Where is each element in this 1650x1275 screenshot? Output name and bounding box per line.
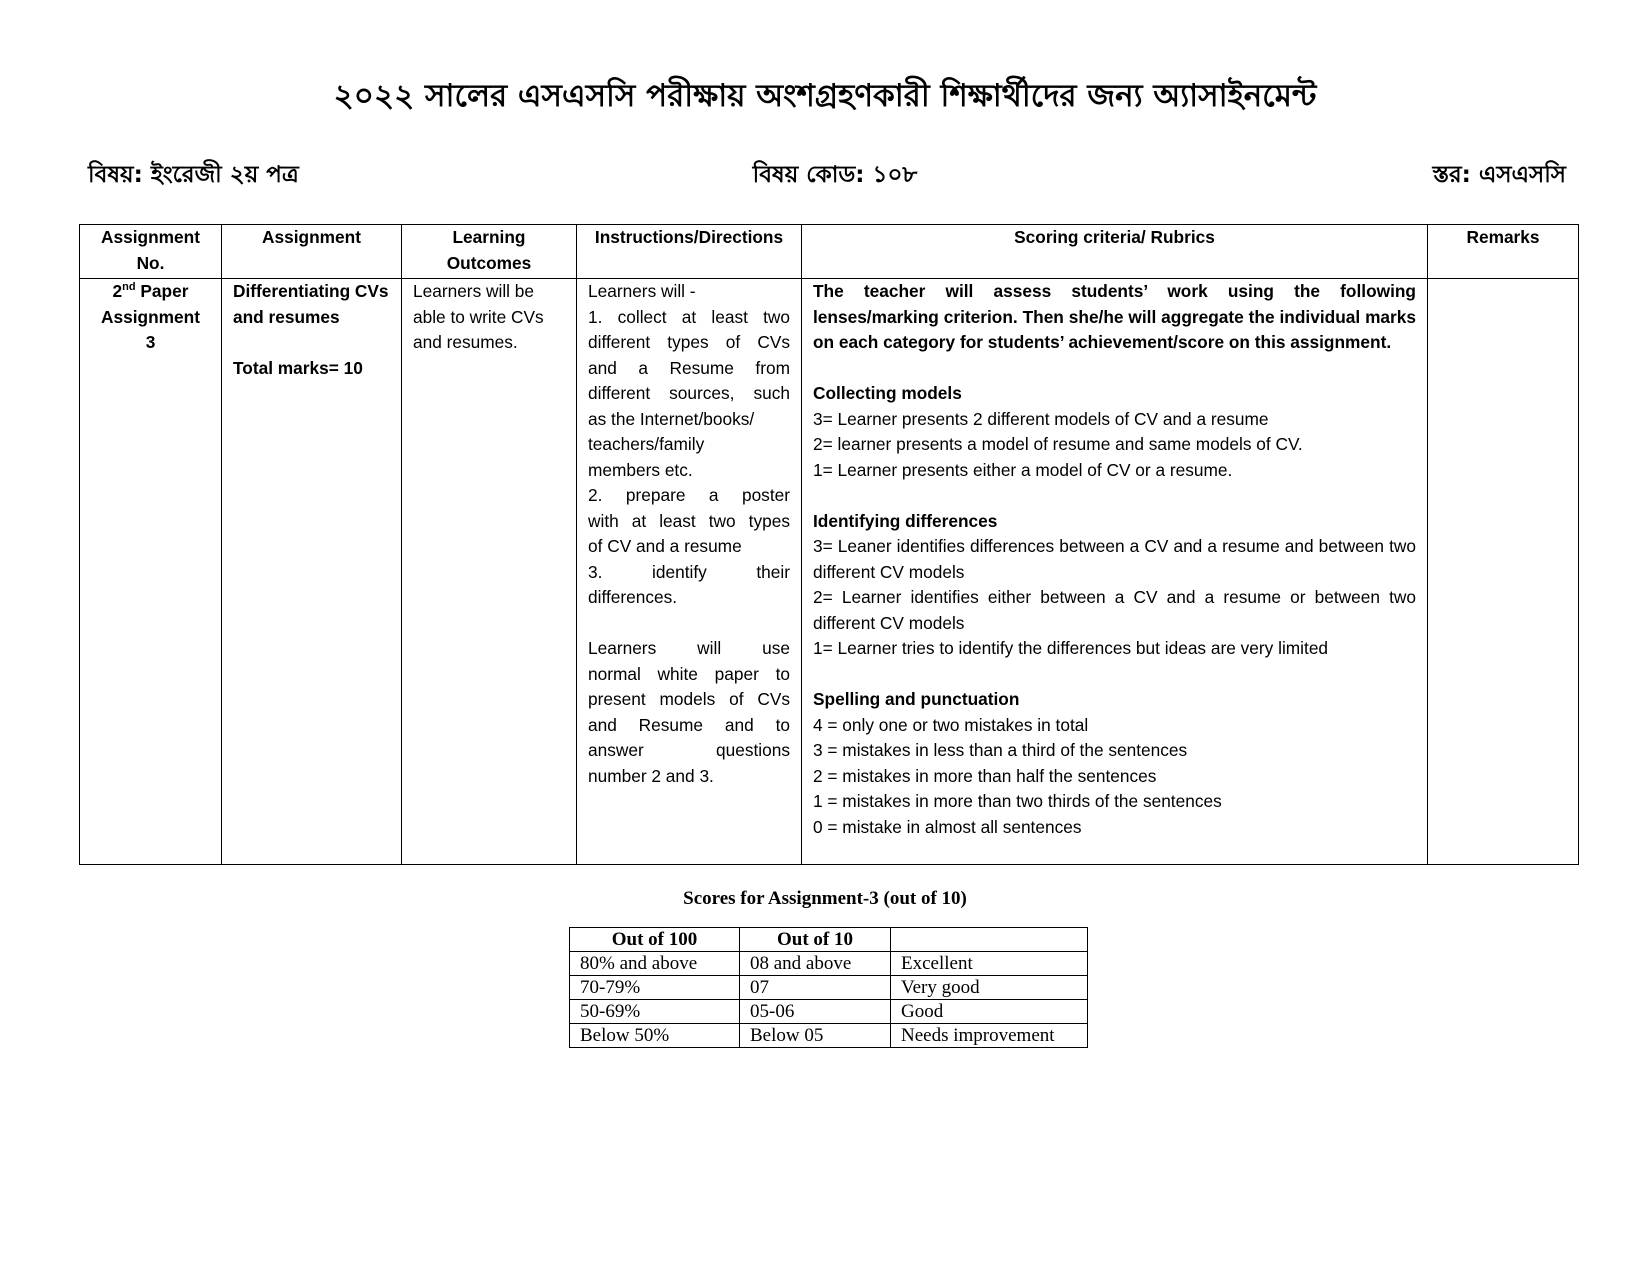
instruction-line: with at least two types bbox=[588, 510, 790, 531]
instruction-line: as the Internet/books/ bbox=[588, 408, 755, 429]
assignment-no-paper: Paper bbox=[135, 281, 189, 301]
rubric-item: 1= Learner tries to identify the differences but ideas are very limited bbox=[813, 638, 1329, 658]
instruction-line bbox=[588, 611, 790, 637]
table-row bbox=[570, 1000, 1088, 1024]
subject-code-label: বিষয় কোড: ১০৮ bbox=[752, 162, 918, 188]
rubric-section-title: Identifying differences bbox=[813, 510, 998, 531]
assignment-no-line2: Assignment bbox=[101, 306, 200, 327]
header-instructions: Instructions/Directions bbox=[577, 225, 802, 279]
rubric-item: 2= learner presents a model of resume and same models of CV. bbox=[813, 434, 1303, 454]
table-row bbox=[570, 1024, 1088, 1048]
rubric-item: 2= Learner identifies either between a CV and a resume or between two different CV models bbox=[813, 587, 1416, 633]
rubric-item: 1 = mistakes in more than two thirds of the sentences bbox=[813, 791, 1222, 811]
header-rubrics: Scoring criteria/ Rubrics bbox=[802, 225, 1428, 279]
instruction-line: differences. bbox=[588, 587, 678, 607]
instruction-line: and Resume and to bbox=[588, 714, 790, 735]
header-learning-outcomes: Learning Outcomes bbox=[402, 225, 577, 279]
score-grade: Good bbox=[891, 1000, 1088, 1024]
assignment-no-ordinal: nd bbox=[122, 281, 136, 294]
score-marks: 07 bbox=[740, 976, 891, 1000]
score-percent: 50-69% bbox=[570, 1000, 740, 1024]
instruction-line: 2. prepare a poster bbox=[588, 485, 790, 505]
page-title: ২০২২ সালের এসএসসি পরীক্ষায় অংশগ্রহণকারী শিক্ষার্থীদের জন্য অ্যাসাইনমেন্ট bbox=[333, 78, 1317, 114]
table-row bbox=[80, 279, 1579, 865]
instruction-line: Learners will - bbox=[588, 281, 696, 301]
header-remarks: Remarks bbox=[1428, 225, 1579, 279]
score-marks: Below 05 bbox=[740, 1024, 891, 1048]
score-percent: 80% and above bbox=[570, 952, 740, 976]
instruction-line: 1. collect at least two bbox=[588, 306, 790, 327]
learning-outcomes-text: Learners will be able to write CVs and resumes. bbox=[413, 281, 544, 352]
assignment-table bbox=[79, 224, 1579, 865]
rubric-section-title: Spelling and punctuation bbox=[813, 689, 1020, 709]
assignment-name: Differentiating CVs and resumes bbox=[233, 281, 389, 327]
score-percent: Below 50% bbox=[570, 1024, 740, 1048]
instruction-line: normal white paper to bbox=[588, 663, 790, 684]
score-marks: 05-06 bbox=[740, 1000, 891, 1024]
rubric-item: 2 = mistakes in more than half the sentences bbox=[813, 765, 1157, 786]
table-row bbox=[570, 976, 1088, 1000]
rubrics-cell bbox=[802, 279, 1428, 865]
score-grade: Excellent bbox=[891, 952, 1088, 976]
scores-header-row bbox=[570, 928, 1088, 952]
rubric-item: 1= Learner presents either a model of CV or a resume. bbox=[813, 459, 1233, 480]
rubric-item: 0 = mistake in almost all sentences bbox=[813, 816, 1082, 837]
scores-header-out-of-100: Out of 100 bbox=[570, 928, 740, 952]
learning-outcomes-cell bbox=[402, 279, 577, 865]
scores-title: Scores for Assignment-3 (out of 10) bbox=[683, 888, 967, 909]
assignment-no-number: 2 bbox=[112, 281, 123, 301]
instruction-line: of CV and a resume bbox=[588, 536, 742, 556]
subject-label: বিষয়: ইংরেজী ২য় পত্র bbox=[88, 162, 299, 188]
total-marks: Total marks= 10 bbox=[233, 357, 363, 378]
rubrics-intro: The teacher will assess students’ work using the following lenses/marking criterion. Then she/he will aggregate the individual marks on each category for students’ achievement/score on this assignment. bbox=[813, 281, 1416, 352]
assignment-no-line3: 3 bbox=[145, 332, 156, 352]
header-assignment-no: Assignment No. bbox=[80, 225, 222, 279]
rubric-item: 4 = only one or two mistakes in total bbox=[813, 714, 1089, 735]
instruction-line: number 2 and 3. bbox=[588, 765, 714, 786]
assignment-cell bbox=[222, 279, 402, 865]
score-marks: 08 and above bbox=[740, 952, 891, 976]
instruction-line: different sources, such bbox=[588, 383, 790, 403]
level-label: স্তর: এসএসসি bbox=[1432, 162, 1566, 188]
remarks-cell bbox=[1428, 279, 1579, 865]
instruction-line: 3. identify their bbox=[588, 561, 790, 582]
table-header-row bbox=[80, 225, 1579, 279]
instruction-line: teachers/family bbox=[588, 434, 705, 454]
score-percent: 70-79% bbox=[570, 976, 740, 1000]
instructions-cell bbox=[577, 279, 802, 865]
instruction-line: different types of CVs bbox=[588, 332, 790, 352]
header-assignment: Assignment bbox=[222, 225, 402, 279]
score-grade: Needs improvement bbox=[891, 1024, 1088, 1048]
assignment-no-cell bbox=[80, 279, 222, 865]
rubric-item: 3= Leaner identifies differences between a CV and a resume and between two different CV models bbox=[813, 536, 1416, 582]
instruction-line: members etc. bbox=[588, 459, 693, 480]
scores-header-out-of-10: Out of 10 bbox=[740, 928, 891, 952]
scores-table bbox=[569, 927, 1088, 1048]
instruction-line: present models of CVs bbox=[588, 689, 790, 709]
instruction-line: and a Resume from bbox=[588, 357, 790, 378]
rubric-item: 3= Learner presents 2 different models of CV and a resume bbox=[813, 408, 1269, 429]
instruction-line: Learners will use bbox=[588, 638, 790, 658]
table-row bbox=[570, 952, 1088, 976]
rubric-section-title: Collecting models bbox=[813, 383, 962, 403]
score-grade: Very good bbox=[891, 976, 1088, 1000]
scores-header-grade bbox=[891, 928, 1088, 952]
rubric-item: 3 = mistakes in less than a third of the sentences bbox=[813, 740, 1188, 760]
instruction-line: answer questions bbox=[588, 740, 790, 760]
